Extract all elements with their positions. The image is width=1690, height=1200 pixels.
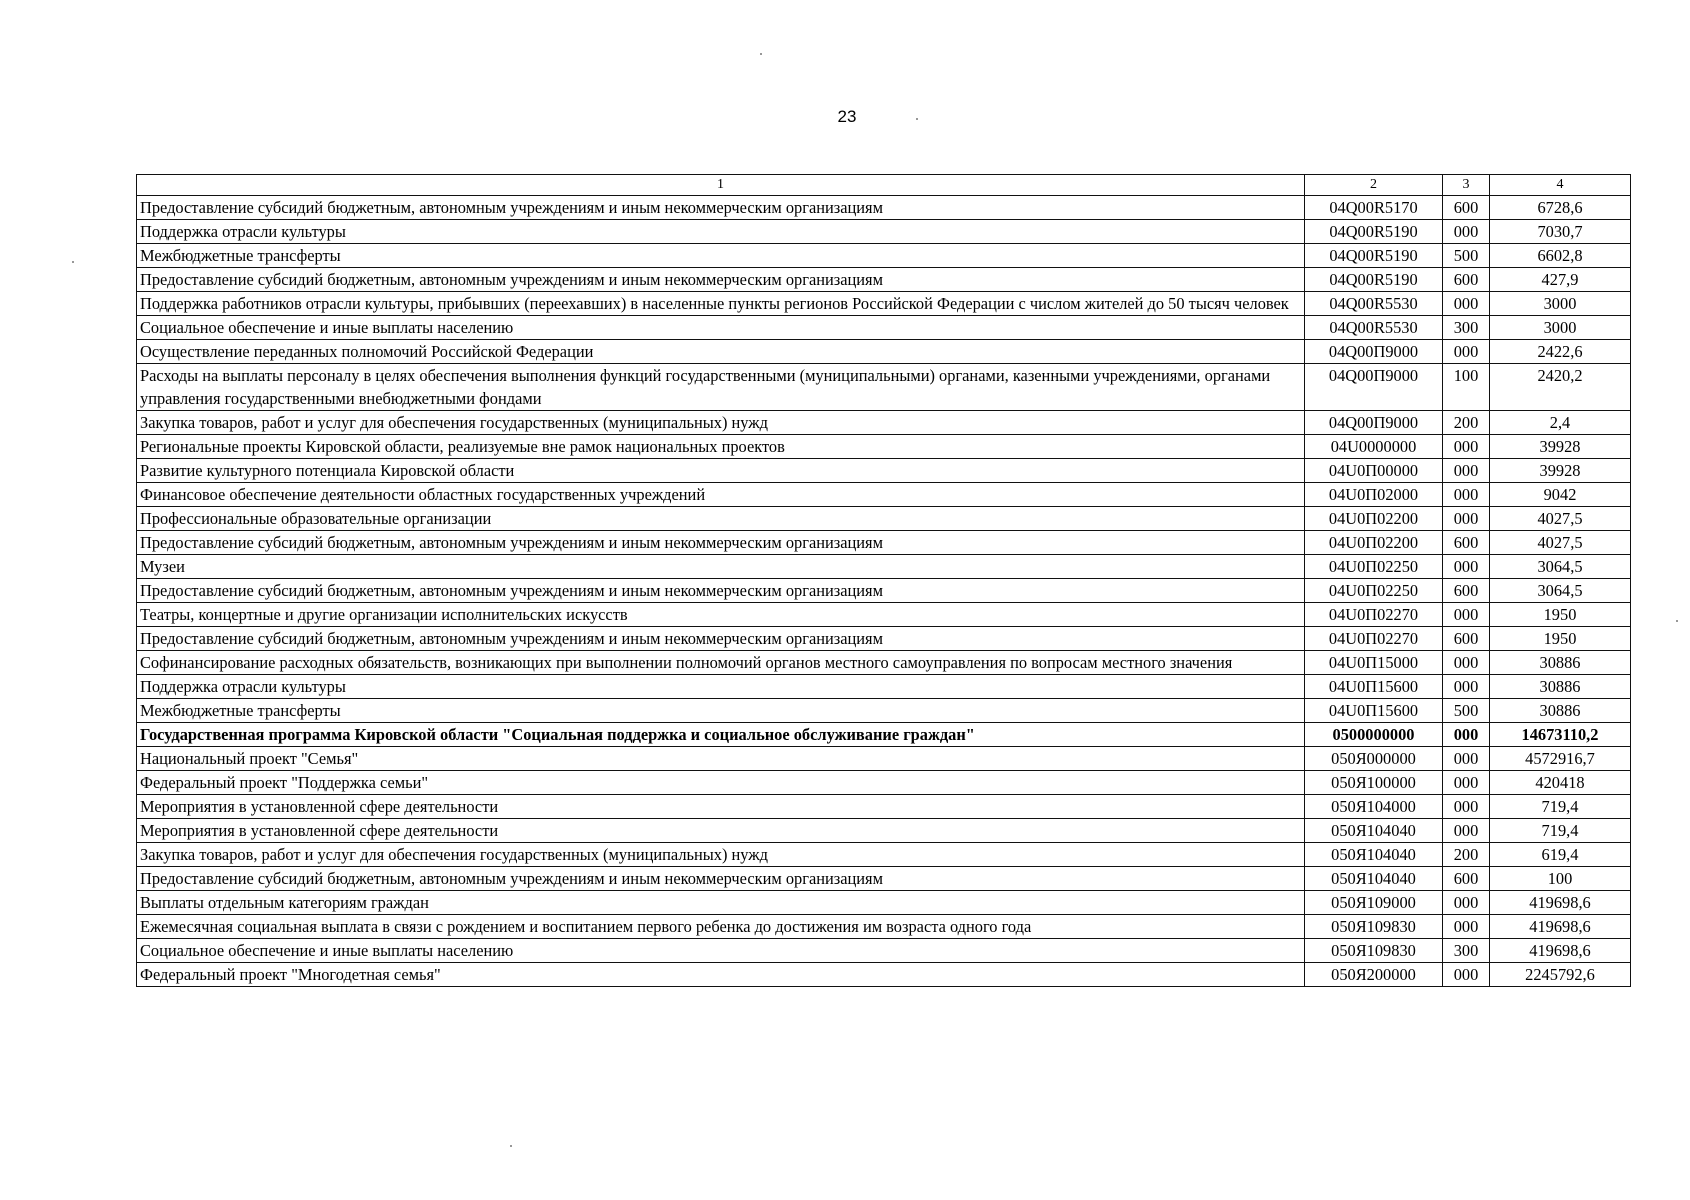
row-code-cell: 04Q00R5190 [1305,244,1443,268]
row-sum-cell: 719,4 [1490,819,1631,843]
row-sum-cell: 39928 [1490,459,1631,483]
row-sum-cell: 3064,5 [1490,555,1631,579]
row-code-cell: 04U0П02270 [1305,627,1443,651]
scan-speck [760,53,762,55]
header-row [137,175,1631,196]
table-row [137,579,1631,603]
row-sum-cell: 719,4 [1490,795,1631,819]
table-row [137,340,1631,364]
row-sum-cell: 2245792,6 [1490,963,1631,987]
row-type-cell: 000 [1443,675,1490,699]
row-sum-cell: 420418 [1490,771,1631,795]
row-name-cell: Межбюджетные трансферты [137,244,1305,268]
row-code-cell: 04U0П02200 [1305,531,1443,555]
row-name-cell: Национальный проект "Семья" [137,747,1305,771]
row-code-cell: 04U0П02250 [1305,579,1443,603]
row-sum-cell: 3000 [1490,292,1631,316]
row-name-cell: Закупка товаров, работ и услуг для обеспечения государственных (муниципальных) нужд [137,843,1305,867]
table-row [137,891,1631,915]
row-code-cell: 04Q00П9000 [1305,364,1443,411]
scan-speck [916,118,918,120]
row-sum-cell: 2420,2 [1490,364,1631,411]
row-sum-cell: 419698,6 [1490,915,1631,939]
row-code-cell: 04U0П02270 [1305,603,1443,627]
row-type-cell: 000 [1443,771,1490,795]
row-code-cell: 050Я109000 [1305,891,1443,915]
table-row [137,268,1631,292]
row-type-cell: 300 [1443,939,1490,963]
row-name-cell: Федеральный проект "Многодетная семья" [137,963,1305,987]
row-name-cell: Ежемесячная социальная выплата в связи с рождением и воспитанием первого ребенка до достижения им возраста одного года [137,915,1305,939]
table-row [137,867,1631,891]
row-type-cell: 000 [1443,747,1490,771]
row-name-cell: Театры, концертные и другие организации исполнительских искусств [137,603,1305,627]
row-type-cell: 000 [1443,483,1490,507]
row-name-cell: Софинансирование расходных обязательств, возникающих при выполнении полномочий органов местного самоуправления по вопросам местного значения [137,651,1305,675]
header-cell-code: 2 [1305,175,1443,196]
row-sum-cell: 39928 [1490,435,1631,459]
row-sum-cell: 7030,7 [1490,220,1631,244]
row-code-cell: 04U0П00000 [1305,459,1443,483]
row-code-cell: 04U0000000 [1305,435,1443,459]
row-name-cell: Развитие культурного потенциала Кировской области [137,459,1305,483]
row-name-cell: Предоставление субсидий бюджетным, автономным учреждениям и иным некоммерческим организациям [137,867,1305,891]
row-sum-cell: 3000 [1490,316,1631,340]
row-name-cell: Мероприятия в установленной сфере деятельности [137,819,1305,843]
table-body [137,196,1631,987]
table-row [137,651,1631,675]
row-sum-cell: 419698,6 [1490,939,1631,963]
table-row [137,939,1631,963]
row-type-cell: 200 [1443,411,1490,435]
header-cell-name: 1 [137,175,1305,196]
row-code-cell: 04U0П15600 [1305,675,1443,699]
row-type-cell: 000 [1443,292,1490,316]
row-name-cell: Закупка товаров, работ и услуг для обеспечения государственных (муниципальных) нужд [137,411,1305,435]
row-name-cell: Социальное обеспечение и иные выплаты населению [137,316,1305,340]
row-code-cell: 050Я104040 [1305,819,1443,843]
row-sum-cell: 9042 [1490,483,1631,507]
row-type-cell: 300 [1443,316,1490,340]
table-row [137,795,1631,819]
row-sum-cell: 3064,5 [1490,579,1631,603]
row-code-cell: 04Q00R5530 [1305,316,1443,340]
row-sum-cell: 30886 [1490,675,1631,699]
row-code-cell: 050Я104040 [1305,843,1443,867]
scan-speck [72,261,74,263]
row-code-cell: 04Q00R5190 [1305,268,1443,292]
table-row [137,364,1631,411]
row-type-cell: 000 [1443,795,1490,819]
table-row [137,316,1631,340]
row-type-cell: 600 [1443,531,1490,555]
header-cell-sum: 4 [1490,175,1631,196]
table-row [137,675,1631,699]
table-row [137,220,1631,244]
scan-speck [510,1145,512,1147]
row-name-cell: Расходы на выплаты персоналу в целях обеспечения выполнения функций государственными (муниципальными) органами, казенными учреждениями, органами управления государственными внебюджетными фондами [137,364,1305,411]
row-type-cell: 100 [1443,364,1490,411]
row-code-cell: 04U0П02250 [1305,555,1443,579]
table-row [137,843,1631,867]
row-type-cell: 000 [1443,651,1490,675]
row-type-cell: 000 [1443,220,1490,244]
row-name-cell: Поддержка отрасли культуры [137,675,1305,699]
row-code-cell: 04Q00R5530 [1305,292,1443,316]
table-row [137,483,1631,507]
row-name-cell: Осуществление переданных полномочий Российской Федерации [137,340,1305,364]
table-row [137,555,1631,579]
row-type-cell: 600 [1443,867,1490,891]
row-name-cell: Федеральный проект "Поддержка семьи" [137,771,1305,795]
table-row [137,771,1631,795]
row-sum-cell: 30886 [1490,699,1631,723]
row-sum-cell: 2422,6 [1490,340,1631,364]
row-type-cell: 600 [1443,196,1490,220]
row-type-cell: 600 [1443,627,1490,651]
row-code-cell: 04U0П02000 [1305,483,1443,507]
table-row [137,244,1631,268]
row-code-cell: 050Я100000 [1305,771,1443,795]
row-code-cell: 04U0П15000 [1305,651,1443,675]
row-name-cell: Поддержка отрасли культуры [137,220,1305,244]
row-name-cell: Предоставление субсидий бюджетным, автономным учреждениям и иным некоммерческим организациям [137,627,1305,651]
row-sum-cell: 4572916,7 [1490,747,1631,771]
table-row [137,507,1631,531]
row-name-cell: Предоставление субсидий бюджетным, автономным учреждениям и иным некоммерческим организациям [137,268,1305,292]
row-sum-cell: 4027,5 [1490,531,1631,555]
table-row [137,627,1631,651]
table-row [137,819,1631,843]
row-code-cell: 04U0П02200 [1305,507,1443,531]
row-name-cell: Межбюджетные трансферты [137,699,1305,723]
row-sum-cell: 619,4 [1490,843,1631,867]
row-type-cell: 000 [1443,723,1490,747]
row-sum-cell: 427,9 [1490,268,1631,292]
row-type-cell: 000 [1443,603,1490,627]
row-type-cell: 600 [1443,268,1490,292]
row-name-cell: Предоставление субсидий бюджетным, автономным учреждениям и иным некоммерческим организациям [137,196,1305,220]
row-type-cell: 200 [1443,843,1490,867]
table-row [137,915,1631,939]
table-row [137,747,1631,771]
row-sum-cell: 419698,6 [1490,891,1631,915]
row-code-cell: 050Я104040 [1305,867,1443,891]
row-code-cell: 050Я109830 [1305,939,1443,963]
row-name-cell: Предоставление субсидий бюджетным, автономным учреждениям и иным некоммерческим организациям [137,579,1305,603]
row-type-cell: 500 [1443,244,1490,268]
row-type-cell: 000 [1443,819,1490,843]
table-row [137,435,1631,459]
row-sum-cell: 30886 [1490,651,1631,675]
row-type-cell: 500 [1443,699,1490,723]
row-type-cell: 000 [1443,459,1490,483]
row-code-cell: 04Q00П9000 [1305,340,1443,364]
row-code-cell: 04U0П15600 [1305,699,1443,723]
row-code-cell: 04Q00П9000 [1305,411,1443,435]
table-row [137,411,1631,435]
row-name-cell: Предоставление субсидий бюджетным, автономным учреждениям и иным некоммерческим организациям [137,531,1305,555]
row-type-cell: 000 [1443,555,1490,579]
row-name-cell: Музеи [137,555,1305,579]
row-sum-cell: 4027,5 [1490,507,1631,531]
table-row [137,699,1631,723]
row-name-cell: Поддержка работников отрасли культуры, прибывших (переехавших) в населенные пункты регионов Российской Федерации с числом жителей до 50 тысяч человек [137,292,1305,316]
row-code-cell: 050Я000000 [1305,747,1443,771]
scan-speck [1676,620,1678,622]
row-code-cell: 04Q00R5170 [1305,196,1443,220]
table-row [137,723,1631,747]
row-code-cell: 0500000000 [1305,723,1443,747]
row-code-cell: 050Я109830 [1305,915,1443,939]
table-row [137,196,1631,220]
row-name-cell: Выплаты отдельным категориям граждан [137,891,1305,915]
row-code-cell: 050Я200000 [1305,963,1443,987]
row-name-cell: Профессиональные образовательные организации [137,507,1305,531]
row-type-cell: 000 [1443,891,1490,915]
page-number [0,107,1690,127]
row-sum-cell: 2,4 [1490,411,1631,435]
table-row [137,963,1631,987]
row-type-cell: 000 [1443,340,1490,364]
row-sum-cell: 100 [1490,867,1631,891]
row-sum-cell: 6602,8 [1490,244,1631,268]
row-type-cell: 600 [1443,579,1490,603]
row-name-cell: Социальное обеспечение и иные выплаты населению [137,939,1305,963]
row-sum-cell: 1950 [1490,603,1631,627]
header-cell-type: 3 [1443,175,1490,196]
row-sum-cell: 14673110,2 [1490,723,1631,747]
budget-table [136,174,1631,987]
row-type-cell: 000 [1443,963,1490,987]
row-type-cell: 000 [1443,507,1490,531]
row-sum-cell: 1950 [1490,627,1631,651]
row-name-cell: Государственная программа Кировской области "Социальная поддержка и социальное обслуживание граждан" [137,723,1305,747]
table-row [137,459,1631,483]
page-number-text: 23 [837,107,857,126]
row-name-cell: Финансовое обеспечение деятельности областных государственных учреждений [137,483,1305,507]
table-row [137,292,1631,316]
row-name-cell: Мероприятия в установленной сфере деятельности [137,795,1305,819]
row-type-cell: 000 [1443,435,1490,459]
row-code-cell: 050Я104000 [1305,795,1443,819]
row-sum-cell: 6728,6 [1490,196,1631,220]
row-name-cell: Региональные проекты Кировской области, реализуемые вне рамок национальных проектов [137,435,1305,459]
row-code-cell: 04Q00R5190 [1305,220,1443,244]
table-row [137,531,1631,555]
row-type-cell: 000 [1443,915,1490,939]
table-row [137,603,1631,627]
